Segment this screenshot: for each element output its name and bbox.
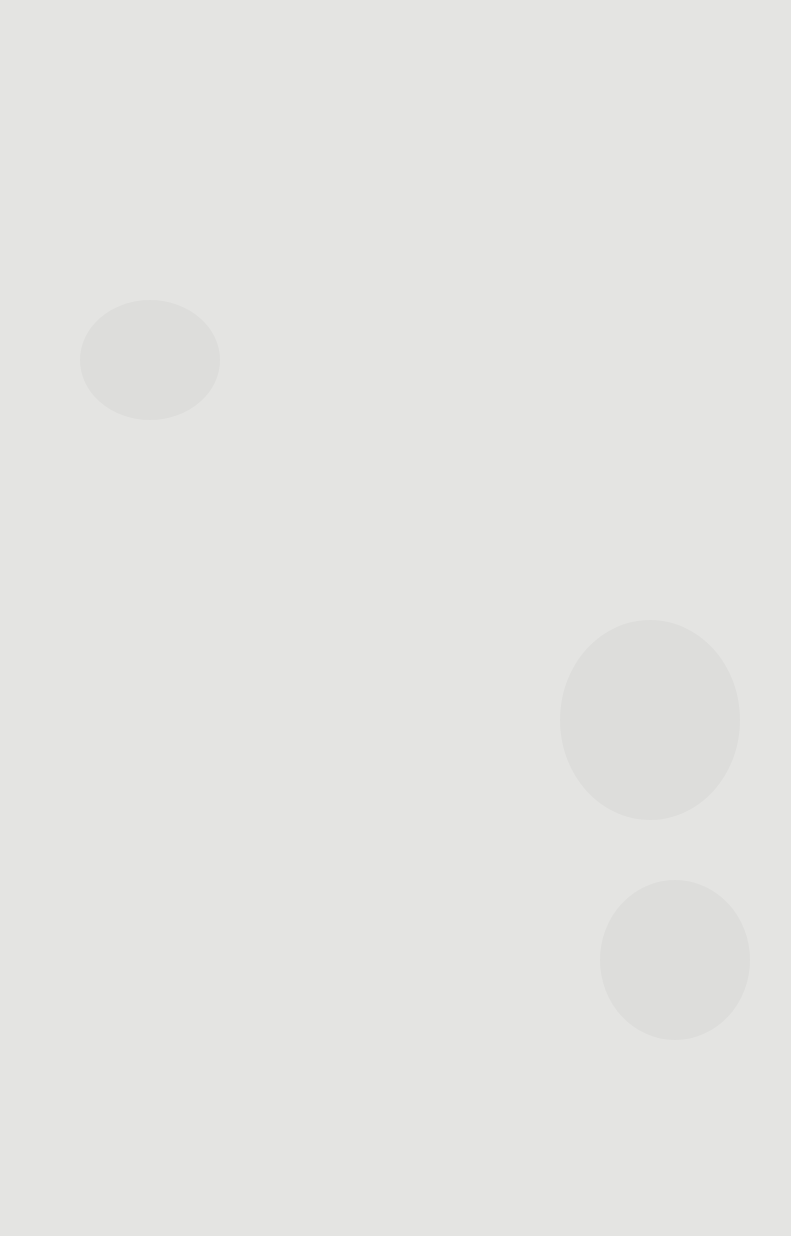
paper-stain bbox=[80, 300, 220, 420]
paper-stain bbox=[600, 880, 750, 1040]
paper-stain bbox=[560, 620, 740, 820]
